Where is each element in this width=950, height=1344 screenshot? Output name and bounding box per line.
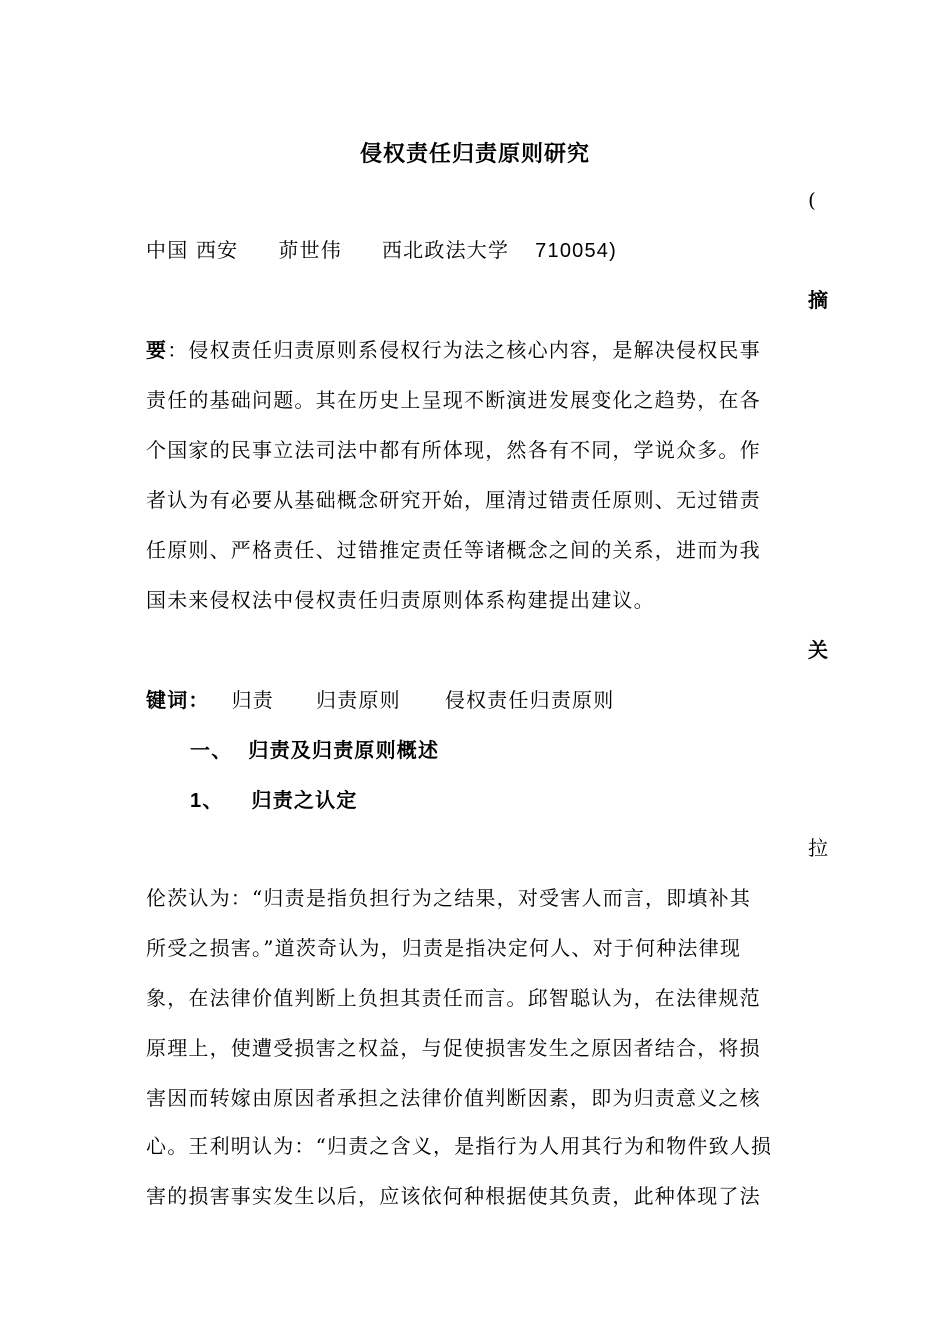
keywords-label-a: 关 (808, 638, 828, 662)
abstract-label-a: 摘 (808, 288, 828, 312)
author-paren-open: ( (808, 188, 816, 212)
subsection-title: 归责之认定 (251, 788, 358, 812)
author-institution: 西北政法大学 (381, 238, 510, 262)
body-line-2: 所受之损害。”道茨奇认为，归责是指决定何人、对于何种法律现 (146, 936, 742, 960)
abstract-colon: ： (167, 338, 189, 362)
body-line-6: 心。王利明认为：“归责之含义，是指行为人用其行为和物件致人损 (146, 1134, 773, 1158)
body-line-7: 害的损害事实发生以后，应该依何种根据使其负责，此种体现了法 (146, 1184, 761, 1208)
abstract-line-6: 国未来侵权法中侵权责任归责原则体系构建提出建议。 (146, 588, 655, 612)
section-title: 归责及归责原则概述 (248, 738, 440, 762)
section-heading-1 (190, 737, 439, 763)
keyword-item: 归责原则 (316, 688, 401, 712)
section-number: 一、 (190, 738, 233, 762)
abstract-line-5: 任原则、严格责任、过错推定责任等诸概念之间的关系，进而为我 (146, 538, 761, 562)
abstract-line-1 (146, 337, 761, 363)
author-name: 茆世伟 (278, 238, 342, 262)
keyword-item: 归责 (231, 688, 275, 712)
subsection-number: 1、 (190, 790, 224, 812)
body-line-5: 害因而转嫁由原因者承担之法律价值判断因素，即为归责意义之核 (146, 1086, 761, 1110)
author-location: 中国 西安 (146, 238, 239, 262)
keyword-item: 侵权责任归责原则 (444, 688, 615, 712)
abstract-text: 侵权责任归责原则系侵权行为法之核心内容，是解决侵权民事 (188, 338, 761, 362)
body-line-1: 伦茨认为：“归责是指负担行为之结果，对受害人而言，即填补其 (146, 886, 752, 910)
abstract-line-2: 责任的基础问题。其在历史上呈现不断演进发展变化之趋势，在各 (146, 388, 761, 412)
keywords-line (146, 687, 614, 713)
subsection-heading-1 (190, 787, 358, 814)
abstract-line-3: 个国家的民事立法司法中都有所体现，然各有不同，学说众多。作 (146, 438, 761, 462)
abstract-line-4: 者认为有必要从基础概念研究开始，厘清过错责任原则、无过错责 (146, 488, 761, 512)
keywords-label-b: 键词： (146, 688, 210, 712)
body-line-4: 原理上，使遭受损害之权益，与促使损害发生之原因者结合，将损 (146, 1036, 761, 1060)
body-line-3: 象，在法律价值判断上负担其责任而言。邱智聪认为，在法律规范 (146, 986, 761, 1010)
author-line (146, 237, 617, 264)
document-title: 侵权责任归责原则研究 (359, 141, 590, 167)
body-first-char: 拉 (808, 836, 828, 860)
abstract-label-b: 要 (146, 338, 168, 362)
author-postcode: 710054) (535, 240, 617, 262)
